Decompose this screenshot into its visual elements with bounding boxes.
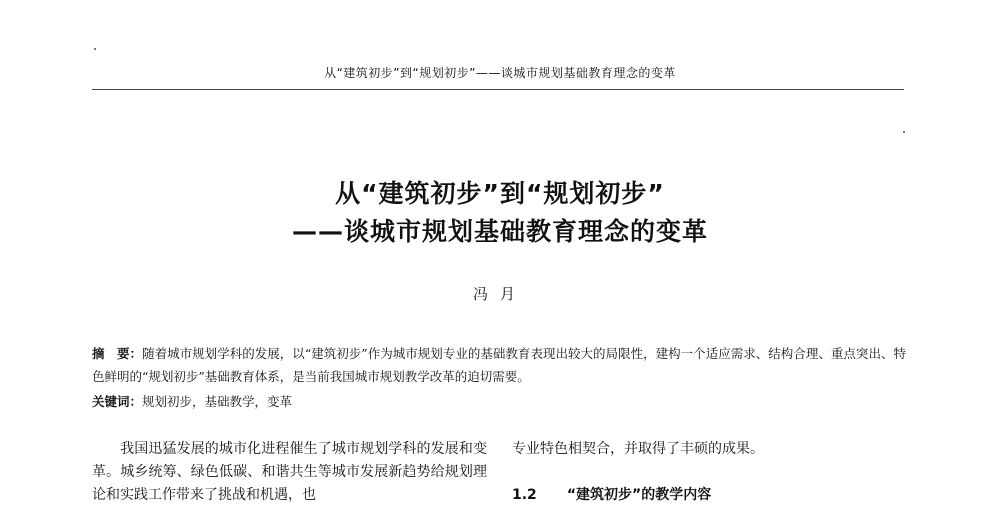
- abstract-label: 摘 要：: [92, 346, 143, 361]
- title-line-2: ——谈城市规划基础教育理念的变革: [291, 217, 708, 246]
- section-number: 1.2: [512, 487, 537, 503]
- section-title: “建筑初步”的教学内容: [566, 487, 712, 503]
- body-column-left: [92, 438, 487, 507]
- title-line-1: 从“建筑初步”到“规划初步”: [335, 179, 665, 208]
- keywords-text: 规划初步，基础教学，变革: [142, 394, 293, 409]
- author-name: 冯月: [472, 285, 527, 303]
- abstract: [92, 342, 906, 388]
- abstract-text: 随着城市规划学科的发展，以“建筑初步”作为城市规划专业的基础教育表现出较大的局限性，建构一个适应需求、结构合理、重点突出、特色鲜明的“规划初步”基础教育体系，是当前我国城市规划教学改革的迫切需要。: [92, 346, 906, 384]
- section-heading: [512, 484, 907, 507]
- body-line: 专业特色相契合，并取得了丰硕的成果。: [512, 441, 764, 457]
- scan-speck: [94, 48, 96, 50]
- body-column-right: [512, 438, 907, 507]
- keywords: [92, 392, 292, 410]
- keywords-label: 关键词：: [92, 394, 143, 409]
- running-header: 从“建筑初步”到“规划初步”——谈城市规划基础教育理念的变革: [324, 66, 676, 80]
- header-rule: [92, 89, 904, 90]
- body-paragraph: 我国迅猛发展的城市化进程催生了城市规划学科的发展和变革。城乡统筹、绿色低碳、和谐共生等城市发展新趋势给规划理论和实践工作带来了挑战和机遇，也: [92, 441, 487, 503]
- scan-speck: [903, 131, 905, 133]
